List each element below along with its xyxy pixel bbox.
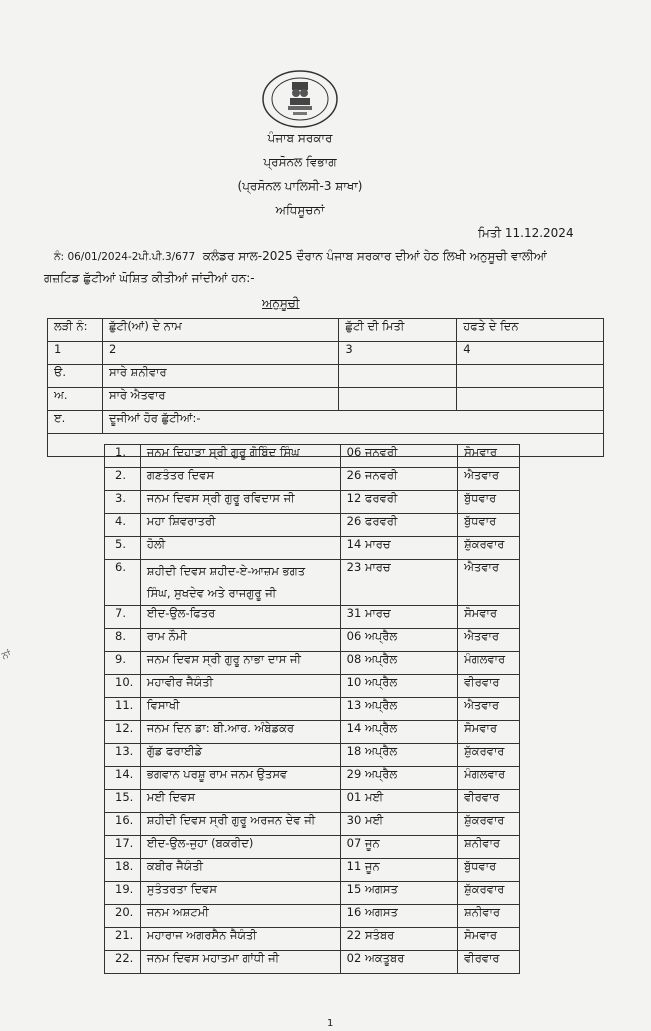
notification-line-2: ਗਜ਼ਟਿਡ ਛੁੱਟੀਆਂ ਘੋਸ਼ਿਤ ਕੀਤੀਆਂ ਜਾਂਦੀਆਂ ਹਨ:- xyxy=(44,271,255,285)
holiday-row xyxy=(105,652,520,675)
holiday-name: ਵਿਸਾਖੀ xyxy=(140,698,340,721)
section-label: ਸਾਰੇ ਐਤਵਾਰ xyxy=(102,388,338,411)
holiday-sno: 17. xyxy=(105,836,141,859)
holiday-name xyxy=(140,560,340,606)
holiday-weekday: ਮੰਗਲਵਾਰ xyxy=(458,767,520,790)
holiday-name: ਸ਼ਹੀਦੀ ਦਿਵਸ ਸ੍ਰੀ ਗੁਰੂ ਅਰਜਨ ਦੇਵ ਜੀ xyxy=(140,813,340,836)
holiday-date: 26 ਫਰਵਰੀ xyxy=(340,514,457,537)
holiday-sno: 10. xyxy=(105,675,141,698)
holiday-weekday: ਵੀਰਵਾਰ xyxy=(458,675,520,698)
holiday-sno: 3. xyxy=(105,491,141,514)
schedule-table xyxy=(47,318,604,457)
holiday-sno: 8. xyxy=(105,629,141,652)
holiday-sno: 1. xyxy=(105,445,141,468)
holiday-sno: 7. xyxy=(105,606,141,629)
holiday-table xyxy=(104,444,520,974)
holiday-sno: 22. xyxy=(105,951,141,974)
holiday-date: 23 ਮਾਰਚ xyxy=(340,560,457,606)
holiday-date: 14 ਮਾਰਚ xyxy=(340,537,457,560)
holiday-row xyxy=(105,629,520,652)
holiday-name: ਜਨਮ ਦਿਵਸ ਸ੍ਰੀ ਗੁਰੂ ਨਾਭਾ ਦਾਸ ਜੀ xyxy=(140,652,340,675)
holiday-name: ਜਨਮ ਦਿਵਸ ਮਹਾਤਮਾ ਗਾਂਧੀ ਜੀ xyxy=(140,951,340,974)
holiday-row xyxy=(105,514,520,537)
holiday-sno: 6. xyxy=(105,560,141,606)
holiday-row xyxy=(105,859,520,882)
holiday-weekday: ਸੋਮਵਾਰ xyxy=(458,445,520,468)
holiday-row xyxy=(105,698,520,721)
col-num-4: 4 xyxy=(457,342,604,365)
holiday-name: ਜਨਮ ਅਸ਼ਟਮੀ xyxy=(140,905,340,928)
holiday-row xyxy=(105,767,520,790)
holiday-name: ਜਨਮ ਦਿਨ ਡਾ: ਬੀ.ਆਰ. ਅੰਬੇਡਕਰ xyxy=(140,721,340,744)
section-row xyxy=(48,365,604,388)
holiday-date: 31 ਮਾਰਚ xyxy=(340,606,457,629)
holiday-weekday: ਮੰਗਲਵਾਰ xyxy=(458,652,520,675)
section-label: ਦੂਜੀਆਂ ਹੋਰ ਛੁੱਟੀਆਂ:- xyxy=(102,411,603,434)
section-id: ੳ. xyxy=(48,365,103,388)
holiday-name: ਈਦ-ਉਲ-ਫਿਤਰ xyxy=(140,606,340,629)
holiday-name: ਈਦ-ਉਲ-ਜੁਹਾ (ਬਕਰੀਦ) xyxy=(140,836,340,859)
holiday-weekday: ਸੋਮਵਾਰ xyxy=(458,928,520,951)
schedule-title: ਅਨੁਸੂਚੀ xyxy=(262,296,300,310)
notification-text xyxy=(44,246,614,289)
holiday-date: 26 ਜਨਵਰੀ xyxy=(340,468,457,491)
holiday-sno: 11. xyxy=(105,698,141,721)
section-id: ਅ. xyxy=(48,388,103,411)
government-name: ਪੰਜਾਬ ਸਰਕਾਰ xyxy=(267,131,333,145)
holiday-date: 13 ਅਪ੍ਰੈਲ xyxy=(340,698,457,721)
holiday-sno: 2. xyxy=(105,468,141,491)
holiday-weekday: ਸ਼ਨੀਵਾਰ xyxy=(458,905,520,928)
holiday-name: ਕਬੀਰ ਜੈਯੰਤੀ xyxy=(140,859,340,882)
holiday-name: ਹੋਲੀ xyxy=(140,537,340,560)
holiday-sno: 9. xyxy=(105,652,141,675)
page-number: 1 xyxy=(327,1018,334,1029)
holiday-row xyxy=(105,560,520,606)
holiday-name: ਮਹਾਰਾਜ ਅਗਰਸੈਨ ਜੈਯੰਤੀ xyxy=(140,928,340,951)
holiday-date: 01 ਮਈ xyxy=(340,790,457,813)
col-num-2: 2 xyxy=(102,342,338,365)
table-header-row xyxy=(48,319,604,342)
holiday-sno: 12. xyxy=(105,721,141,744)
header-holiday-name: ਛੁੱਟੀ(ਆਂ) ਦੇ ਨਾਮ xyxy=(102,319,338,342)
holiday-sno: 14. xyxy=(105,767,141,790)
branch-name: (ਪ੍ਰਸੋਨਲ ਪਾਲਿਸੀ-3 ਸ਼ਾਖਾ) xyxy=(237,179,363,193)
holiday-date: 06 ਜਨਵਰੀ xyxy=(340,445,457,468)
holiday-row xyxy=(105,537,520,560)
holiday-name-line-2: ਸਿੰਘ, ਸੁਖਦੇਵ ਅਤੇ ਰਾਜਗੁਰੂ ਜੀ xyxy=(146,586,277,600)
holiday-sno: 21. xyxy=(105,928,141,951)
holiday-sno: 13. xyxy=(105,744,141,767)
document-type: ਅਧਿਸੂਚਨਾਂ xyxy=(275,203,325,217)
header-sno: ਲੜੀ ਨੰ: xyxy=(48,319,103,342)
col-num-3: 3 xyxy=(339,342,457,365)
holiday-row xyxy=(105,744,520,767)
holiday-row xyxy=(105,951,520,974)
section-label: ਸਾਰੇ ਸ਼ਨੀਵਾਰ xyxy=(102,365,338,388)
holiday-date: 22 ਸਤੰਬਰ xyxy=(340,928,457,951)
holiday-weekday: ਬੁੱਧਵਾਰ xyxy=(458,491,520,514)
holiday-date: 15 ਅਗਸਤ xyxy=(340,882,457,905)
holiday-name: ਸੁਤੰਤਰਤਾ ਦਿਵਸ xyxy=(140,882,340,905)
header-date: ਛੁੱਟੀ ਦੀ ਮਿਤੀ xyxy=(339,319,457,342)
holiday-date: 12 ਫਰਵਰੀ xyxy=(340,491,457,514)
holiday-date: 16 ਅਗਸਤ xyxy=(340,905,457,928)
holiday-row xyxy=(105,445,520,468)
holiday-date: 18 ਅਪ੍ਰੈਲ xyxy=(340,744,457,767)
holiday-weekday: ਵੀਰਵਾਰ xyxy=(458,790,520,813)
holiday-weekday: ਸ਼ੁੱਕਰਵਾਰ xyxy=(458,813,520,836)
holiday-date: 14 ਅਪ੍ਰੈਲ xyxy=(340,721,457,744)
section-row xyxy=(48,388,604,411)
holiday-weekday: ਐਤਵਾਰ xyxy=(458,560,520,606)
holiday-row xyxy=(105,491,520,514)
holiday-name: ਭਗਵਾਨ ਪਰਸ਼ੂ ਰਾਮ ਜਨਮ ਉਤਸਵ xyxy=(140,767,340,790)
holiday-name: ਮਈ ਦਿਵਸ xyxy=(140,790,340,813)
holiday-row xyxy=(105,813,520,836)
holiday-weekday: ਐਤਵਾਰ xyxy=(458,629,520,652)
holiday-date: 08 ਅਪ੍ਰੈਲ xyxy=(340,652,457,675)
holiday-weekday: ਸੋਮਵਾਰ xyxy=(458,606,520,629)
holiday-date: 10 ਅਪ੍ਰੈਲ xyxy=(340,675,457,698)
header-weekday: ਹਫਤੇ ਦੇ ਦਿਨ xyxy=(457,319,604,342)
holiday-weekday: ਸ਼ੁੱਕਰਵਾਰ xyxy=(458,882,520,905)
holiday-name: ਜਨਮ ਦਿਹਾੜਾ ਸ੍ਰੀ ਗੁਰੂ ਗੋਬਿੰਦ ਸਿੰਘ xyxy=(140,445,340,468)
holiday-weekday: ਐਤਵਾਰ xyxy=(458,468,520,491)
holiday-date: 11 ਜੂਨ xyxy=(340,859,457,882)
holiday-name: ਰਾਮ ਨੌਮੀ xyxy=(140,629,340,652)
holiday-sno: 16. xyxy=(105,813,141,836)
department-name: ਪ੍ਰਸੋਨਲ ਵਿਭਾਗ xyxy=(263,155,337,169)
holiday-name: ਮਹਾ ਸ਼ਿਵਰਾਤਰੀ xyxy=(140,514,340,537)
holiday-weekday: ਸ਼ੁੱਕਰਵਾਰ xyxy=(458,744,520,767)
holiday-row xyxy=(105,882,520,905)
holiday-date: 02 ਅਕਤੂਬਰ xyxy=(340,951,457,974)
holiday-row xyxy=(105,836,520,859)
holiday-row xyxy=(105,606,520,629)
holiday-name: ਜਨਮ ਦਿਵਸ ਸ੍ਰੀ ਗੁਰੂ ਰਵਿਦਾਸ ਜੀ xyxy=(140,491,340,514)
holiday-row xyxy=(105,675,520,698)
holiday-weekday: ਸ਼ੁੱਕਰਵਾਰ xyxy=(458,537,520,560)
notification-number: ਨੰ: 06/01/2024-2ਪੀ.ਪੀ.3/677 xyxy=(54,251,196,263)
holiday-weekday: ਬੁੱਧਵਾਰ xyxy=(458,514,520,537)
holiday-date: 06 ਅਪ੍ਰੈਲ xyxy=(340,629,457,652)
holiday-name-line-1: ਸ਼ਹੀਦੀ ਦਿਵਸ ਸ਼ਹੀਦ-ਏ-ਆਜ਼ਮ ਭਗਤ xyxy=(146,564,306,578)
holiday-weekday: ਬੁੱਧਵਾਰ xyxy=(458,859,520,882)
holiday-row xyxy=(105,928,520,951)
holiday-weekday: ਐਤਵਾਰ xyxy=(458,698,520,721)
notification-date: ਮਿਤੀ 11.12.2024 xyxy=(478,226,574,240)
holiday-sno: 19. xyxy=(105,882,141,905)
holiday-weekday: ਵੀਰਵਾਰ xyxy=(458,951,520,974)
holiday-row xyxy=(105,790,520,813)
section-row xyxy=(48,411,604,434)
holiday-name: ਗੁੱਡ ਫਰਾਈਡੇ xyxy=(140,744,340,767)
holiday-sno: 15. xyxy=(105,790,141,813)
holiday-row xyxy=(105,905,520,928)
holiday-sno: 20. xyxy=(105,905,141,928)
holiday-weekday: ਸ਼ਨੀਵਾਰ xyxy=(458,836,520,859)
column-number-row xyxy=(48,342,604,365)
holiday-date: 07 ਜੂਨ xyxy=(340,836,457,859)
holiday-name: ਮਹਾਵੀਰ ਜੈਯੰਤੀ xyxy=(140,675,340,698)
notification-line-1: ਕਲੰਡਰ ਸਾਲ-2025 ਦੌਰਾਨ ਪੰਜਾਬ ਸਰਕਾਰ ਦੀਆਂ ਹੇਠ ਲਿਖੀ ਅਨੁਸੂਚੀ ਵਾਲੀਆਂ xyxy=(202,249,547,263)
holiday-row xyxy=(105,468,520,491)
emblem-icon xyxy=(260,68,340,130)
holiday-sno: 18. xyxy=(105,859,141,882)
holiday-name: ਗਣਤੰਤਰ ਦਿਵਸ xyxy=(140,468,340,491)
col-num-1: 1 xyxy=(48,342,103,365)
holiday-sno: 5. xyxy=(105,537,141,560)
holiday-date: 30 ਮਈ xyxy=(340,813,457,836)
holiday-sno: 4. xyxy=(105,514,141,537)
holiday-date: 29 ਅਪ੍ਰੈਲ xyxy=(340,767,457,790)
holiday-row xyxy=(105,721,520,744)
margin-note: ਨਾਂ xyxy=(0,648,13,663)
holiday-weekday: ਸੋਮਵਾਰ xyxy=(458,721,520,744)
section-id: ੲ. xyxy=(48,411,103,434)
